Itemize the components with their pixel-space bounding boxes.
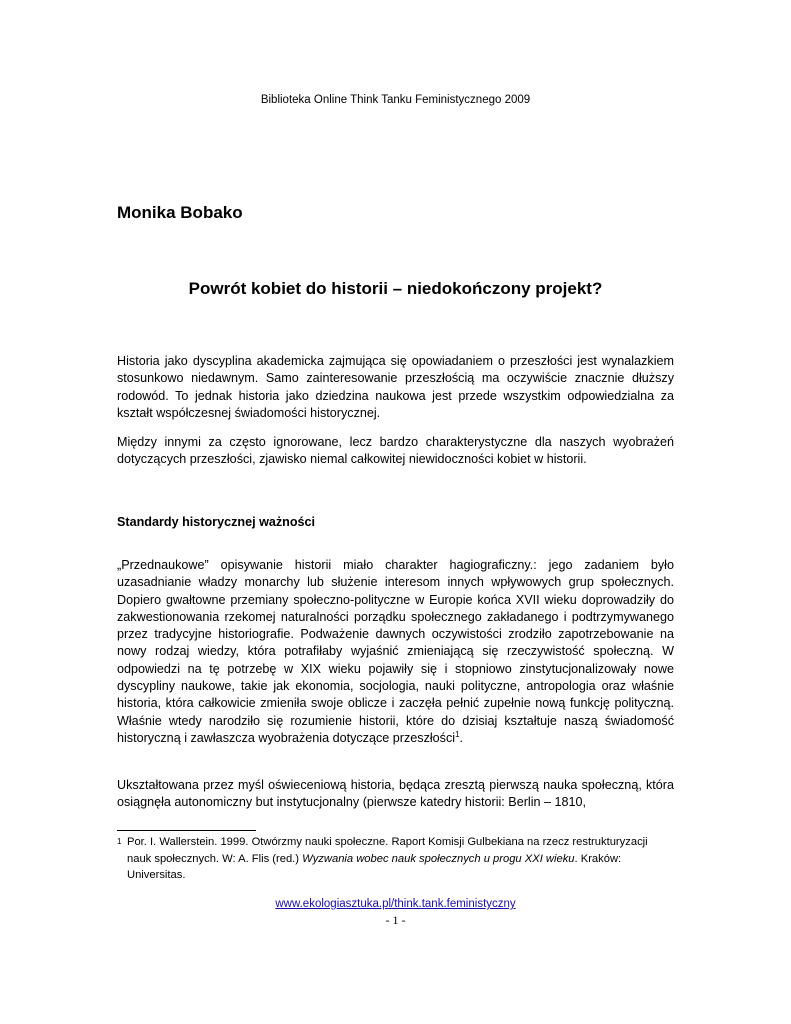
paragraph-enlightenment: Ukształtowana przez myśl oświeceniową historia, będąca zresztą pierwszą nauka społeczną, która osiągnęła autonomiczny but instytucjonalny (pierwsze katedry historii: Berlin – 1810, bbox=[117, 778, 674, 810]
author-name: Monika Bobako bbox=[117, 203, 243, 222]
footer-website-link[interactable]: www.ekologiasztuka.pl/think.tank.feministyczny bbox=[275, 898, 516, 910]
footnote-divider bbox=[117, 830, 256, 831]
footnote-text-end: . Kraków: Universitas. bbox=[127, 852, 622, 881]
footer bbox=[0, 898, 791, 910]
paragraph-intro: Historia jako dyscyplina akademicka zajmująca się opowiadaniem o przeszłości jest wynalazkiem stosunkowo niedawnym. Samo zainteresowanie przeszłością ma oczywiście znacznie dłuższy rodowód. To jednak historia jako dziedzina naukowa jest przede wszystkim odpowiedzialna za kształt współczesnej świadomości historycznej. bbox=[117, 354, 674, 420]
paragraph-historiography-text: „Przednaukowe” opisywanie historii miało charakter hagiograficzny.: jego zadaniem było uzasadnianie władzy monarchy lub służenie interesom innych wpływowych grup społecznych. Dopiero gwałtowne przemiany społeczno-polityczne w Europie końca XVII wieku doprowadziły do zakwestionowania rzekomej naturalności porządku społecznego zakładanego i podtrzymywanego przez tradycyjne historiografie. Podważenie dawnych oczywistości zrodziło zapotrzebowanie na nowy rodzaj wiedzy, która potrafiłaby wyjaśnić zmieniającą się rzeczywistość społeczną. W odpowiedzi na tę potrzebę w XIX wieku pojawiły się i stopniowo zinstytucjonalizowały nowe dyscypliny naukowe, takie jak ekonomia, socjologia, nauki polityczne, antropologia oraz właśnie historia, która całkowicie zmieniła swoje oblicze i zaczęła pełnić zupełnie nową funkcję polityczną. Właśnie wtedy narodziło się rozumienie historii, które do dzisiaj kształtuje naszą świadomość historyczną i zawłaszcza wyobrażenia dotyczące przeszłości bbox=[117, 558, 674, 745]
document-title: Powrót kobiet do historii – niedokończony projekt? bbox=[188, 279, 603, 298]
footnote-reference[interactable]: 1 bbox=[455, 729, 460, 739]
paragraph-invisibility: Między innymi za często ignorowane, lecz bardzo charakterystyczne dla naszych wyobrażeń dotyczących przeszłości, zjawisko niemal całkowitej niewidoczności kobiet w historii. bbox=[117, 435, 674, 467]
paragraph-historiography bbox=[117, 557, 674, 747]
footnote-mark: 1 bbox=[117, 837, 122, 846]
footnote-body bbox=[117, 834, 674, 884]
footnote-book-title: Wyzwania wobec nauk społecznych u progu XXI wieku bbox=[302, 852, 575, 865]
paragraph-historiography-end: . bbox=[459, 730, 464, 745]
section-heading: Standardy historycznej ważności bbox=[117, 515, 316, 529]
page-number: - 1 - bbox=[385, 913, 406, 927]
footnote bbox=[117, 834, 674, 884]
running-header: Biblioteka Online Think Tanku Feministycznego 2009 bbox=[260, 94, 531, 106]
footnote-text: Por. I. Wallerstein. 1999. Otwórzmy nauki społeczne. Raport Komisji Gulbekiana na rzecz restrukturyzacji nauk społecznych. W: A. Flis (red.) bbox=[127, 836, 648, 865]
